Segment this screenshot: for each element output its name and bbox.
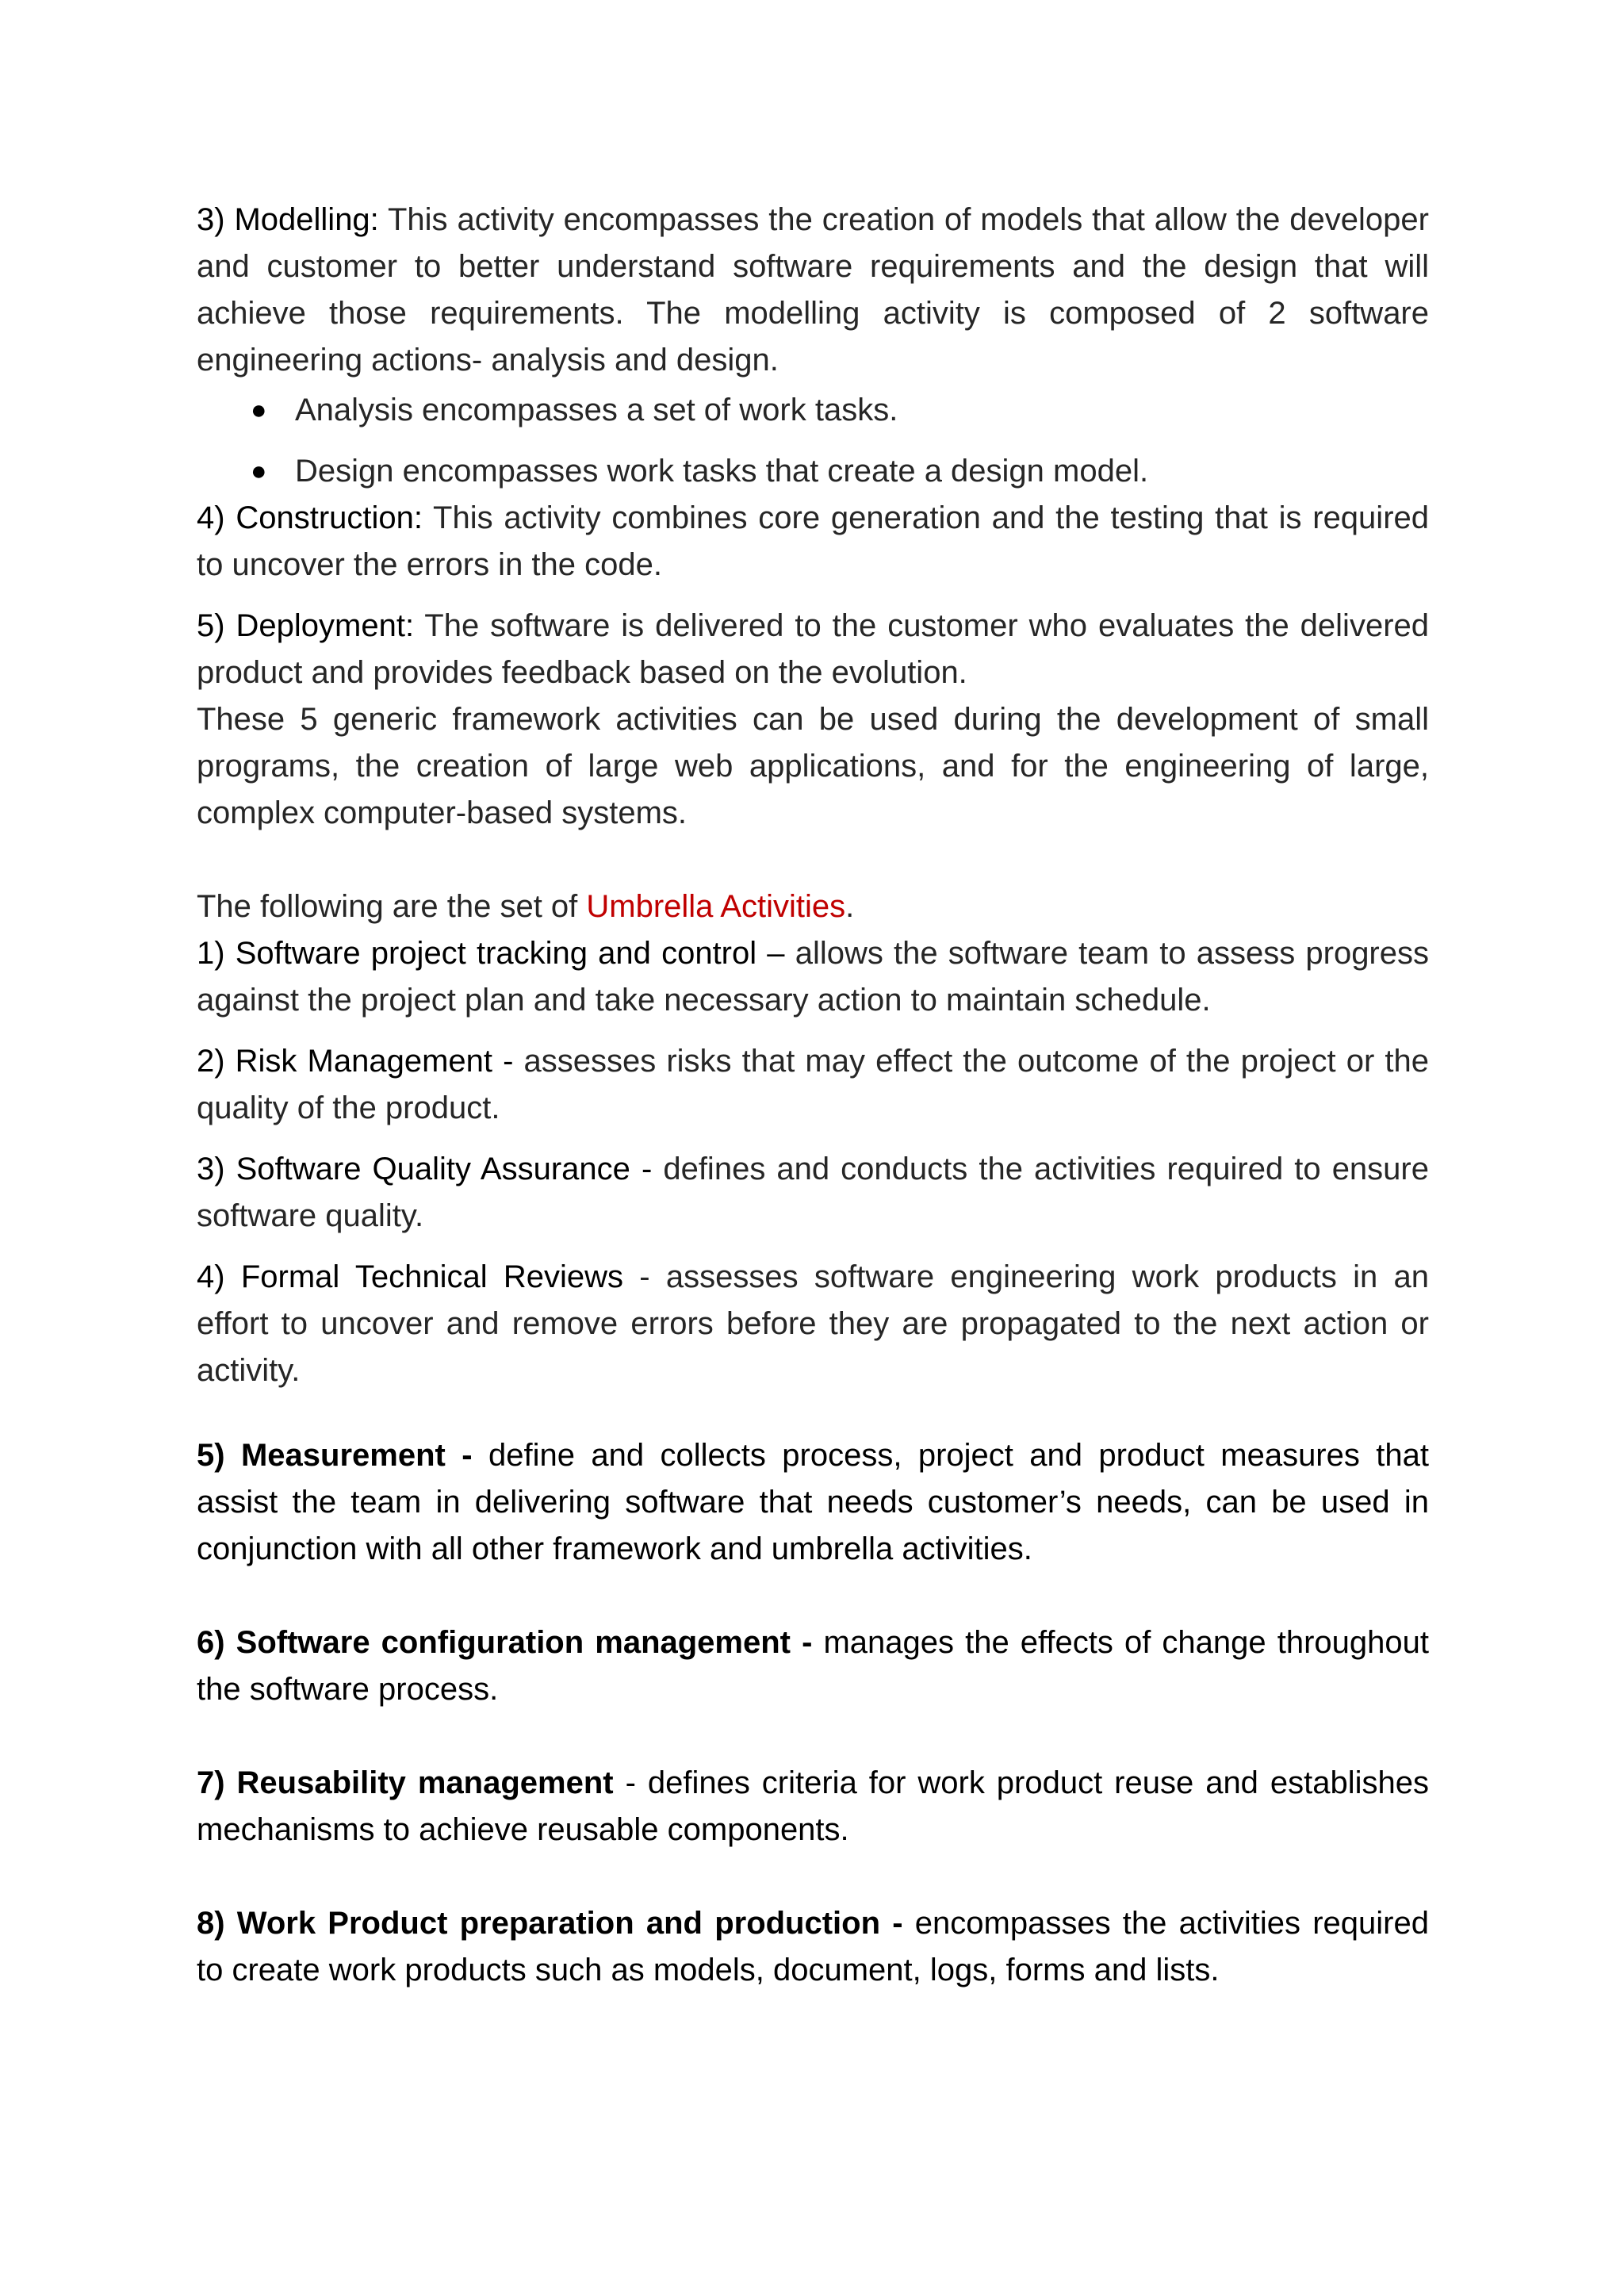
umbrella-item-text: define and collects process, project and product measures that assist the team in delivering software that needs customer’s needs, can be used in conjunction with all other framework and umbrella activities. (197, 1438, 1429, 1566)
umbrella-item-reviews (197, 1254, 1429, 1394)
bullet-icon: ● (251, 456, 267, 486)
list-item (197, 448, 1429, 495)
construction-heading: 4) Construction: (197, 500, 423, 535)
umbrella-activities-highlight: Umbrella Activities (586, 889, 846, 924)
deployment-text: The software is delivered to the customer who evaluates the delivered product and provides feedback based on the evolution. (197, 608, 1429, 690)
umbrella-item-risk (197, 1038, 1429, 1132)
construction-paragraph (197, 495, 1429, 588)
umbrella-item-heading: 7) Reusability management (197, 1765, 614, 1800)
umbrella-item-heading: 2) Risk Management - (197, 1044, 514, 1079)
modelling-text: This activity encompasses the creation of models that allow the developer and customer to better understand software requirements and the design that will achieve those requirements. The modelling activity is composed of 2 software engineering actions- analysis and design. (197, 202, 1429, 378)
bullet-icon: ● (251, 395, 267, 425)
summary-paragraph: These 5 generic framework activities can be used during the development of small programs, the creation of large web applications, and for the engineering of large, complex computer-based systems. (197, 702, 1429, 830)
umbrella-item-configuration (197, 1619, 1429, 1713)
modelling-heading: 3) Modelling: (197, 202, 379, 237)
umbrella-item-text: allows the software team to assess progress against the project plan and take necessary action to maintain schedule. (197, 936, 1429, 1018)
umbrella-item-heading: 3) Software Quality Assurance - (197, 1152, 653, 1186)
umbrella-item-text: assesses risks that may effect the outcome of the project or the quality of the product. (197, 1044, 1429, 1125)
modelling-bullet-list (197, 387, 1429, 495)
umbrella-intro (197, 884, 1429, 930)
modelling-paragraph (197, 197, 1429, 384)
umbrella-item-text: encompasses the activities required to create work products such as models, document, logs, forms and lists. (197, 1906, 1429, 1987)
deployment-paragraph (197, 603, 1429, 696)
umbrella-item-quality (197, 1146, 1429, 1240)
list-item (197, 387, 1429, 434)
umbrella-item-text: - assesses software engineering work products in an effort to uncover and remove errors before they are propagated to the next action or activity. (197, 1259, 1429, 1388)
umbrella-item-text: defines and conducts the activities required to ensure software quality. (197, 1152, 1429, 1233)
umbrella-item-heading: 5) Measurement - (197, 1438, 473, 1473)
umbrella-item-heading: 4) Formal Technical Reviews (197, 1259, 624, 1294)
umbrella-item-tracking (197, 930, 1429, 1024)
deployment-heading: 5) Deployment: (197, 608, 415, 643)
umbrella-item-text: - defines criteria for work product reuse and establishes mechanisms to achieve reusable components. (197, 1765, 1430, 1847)
umbrella-item-heading: 8) Work Product preparation and production - (197, 1906, 903, 1941)
bullet-text: Analysis encompasses a set of work tasks. (295, 393, 898, 427)
umbrella-intro-prefix: The following are the set of (197, 889, 587, 924)
umbrella-item-heading: 1) Software project tracking and control – (197, 936, 785, 971)
bullet-text: Design encompasses work tasks that create a design model. (295, 454, 1149, 489)
umbrella-item-heading: 6) Software configuration management - (197, 1625, 813, 1660)
construction-text: This activity combines core generation and the testing that is required to uncover the errors in the code. (197, 500, 1430, 582)
umbrella-intro-suffix: . (845, 889, 855, 924)
document-page (197, 197, 1429, 1994)
umbrella-item-text: manages the effects of change throughout the software process. (197, 1625, 1430, 1707)
umbrella-item-reusability (197, 1760, 1429, 1853)
umbrella-item-work-product (197, 1900, 1429, 1994)
umbrella-item-measurement (197, 1432, 1429, 1573)
